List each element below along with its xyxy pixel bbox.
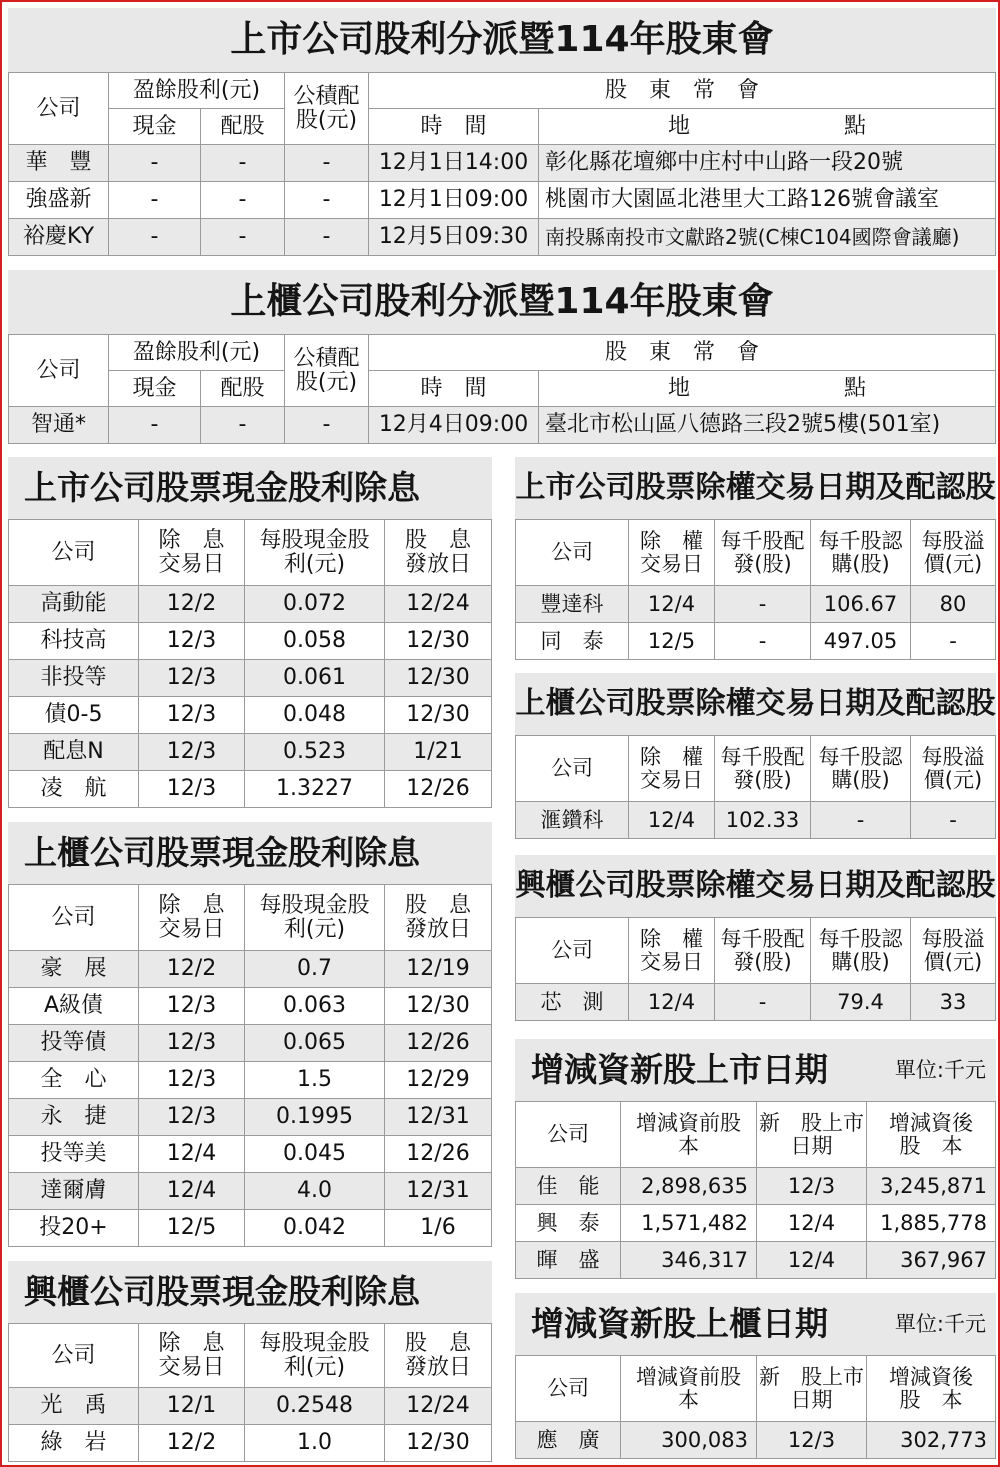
section-title: 興櫃公司股票現金股利除息 [8,1261,492,1323]
header-time: 時 間 [369,109,539,145]
header-company: 公司 [516,520,629,586]
company-cell: 投等美 [9,1136,139,1173]
header-ex-rights-date: 除 權交易日 [629,520,715,586]
date-cell: 12/2 [139,1425,245,1462]
table-row [9,734,492,771]
date-cell: 12/4 [139,1136,245,1173]
cash-cell: 0.065 [245,1025,385,1062]
header-subscription: 每千股認購(股) [811,736,911,802]
header-allocation: 每千股配發(股) [715,736,811,802]
header-surplus: 盈餘股利(元) [109,335,285,371]
section-title: 上櫃公司股票現金股利除息 [8,822,492,884]
meeting-table [8,334,996,444]
pay-cell: 12/30 [385,660,492,697]
rights-table [515,917,996,1021]
company-cell: 凌 航 [9,771,139,808]
cash-dividend-table [8,1323,492,1462]
company-cell: 芯 測 [516,984,629,1021]
header-pay-date: 股 息發放日 [385,1324,492,1388]
list-date-cell: 12/3 [757,1168,867,1205]
capital-cell: - [285,145,369,182]
header-company: 公司 [516,1356,621,1422]
header-place: 地 點 [539,371,996,407]
pay-cell: 1/21 [385,734,492,771]
otc-dividend-meeting-section [8,270,996,444]
cash-cell: 0.2548 [245,1388,385,1425]
cash-dividend-table [8,884,492,1247]
header-listing-date: 新 股上市日期 [757,1356,867,1422]
date-cell: 12/4 [629,802,715,839]
cash-cell: 0.072 [245,586,385,623]
header-place: 地 點 [539,109,996,145]
stock-cell: - [201,182,285,219]
pay-cell: 12/31 [385,1099,492,1136]
table-row [9,1210,492,1247]
table-row [9,1062,492,1099]
emerging-rights-section [515,855,996,1027]
company-cell: 高動能 [9,586,139,623]
header-company: 公司 [516,918,629,984]
header-cash-dividend: 每股現金股利(元) [245,1324,385,1388]
date-cell: 12/3 [139,660,245,697]
stock-cell: - [201,145,285,182]
table-row [9,771,492,808]
company-cell: 綠 岩 [9,1425,139,1462]
header-company: 公司 [9,73,109,145]
section-title: 上櫃公司股利分派暨114年股東會 [8,270,996,334]
company-cell: 強盛新 [9,182,109,219]
place-cell: 彰化縣花壇鄉中庄村中山路一段20號 [539,145,996,182]
sub-cell: 79.4 [811,984,911,1021]
company-cell: 華 豐 [9,145,109,182]
before-cell: 1,571,482 [621,1205,757,1242]
header-meeting: 股 東 常 會 [369,73,996,109]
cash-cell: 0.063 [245,988,385,1025]
table-row [516,1205,996,1242]
company-cell: 全 心 [9,1062,139,1099]
section-title: 上市公司股票除權交易日期及配認股 [515,457,996,519]
pay-cell: 12/30 [385,623,492,660]
pay-cell: 12/30 [385,697,492,734]
pay-cell: 1/6 [385,1210,492,1247]
company-cell: 豪 展 [9,951,139,988]
company-cell: 投20+ [9,1210,139,1247]
company-cell: 科技高 [9,623,139,660]
header-allocation: 每千股配發(股) [715,918,811,984]
header-company: 公司 [9,335,109,407]
company-cell: 達爾膚 [9,1173,139,1210]
listed-rights-section [515,457,996,661]
header-ex-date: 除 息交易日 [139,885,245,951]
section-title: 上櫃公司股票除權交易日期及配認股 [515,673,996,735]
date-cell: 12/3 [139,1025,245,1062]
company-cell: 興 泰 [516,1205,621,1242]
company-cell: 債0-5 [9,697,139,734]
table-row [9,988,492,1025]
time-cell: 12月1日14:00 [369,145,539,182]
cash-cell: 0.042 [245,1210,385,1247]
header-listing-date: 新 股上市日期 [757,1102,867,1168]
place-cell: 南投縣南投市文獻路2號(C棟C104國際會議廳) [539,219,996,256]
table-row [9,951,492,988]
company-cell: 暉 盛 [516,1242,621,1279]
table-row [9,1099,492,1136]
cash-cell: 0.061 [245,660,385,697]
header-meeting: 股 東 常 會 [369,335,996,371]
time-cell: 12月1日09:00 [369,182,539,219]
pay-cell: 12/31 [385,1173,492,1210]
date-cell: 12/3 [139,771,245,808]
table-row [516,623,996,660]
premium-cell: - [911,623,996,660]
section-title: 增減資新股上櫃日期 [515,1293,996,1355]
alloc-cell: - [715,623,811,660]
table-row [9,219,996,256]
company-cell: 投等債 [9,1025,139,1062]
header-capital-after: 增減資後股 本 [867,1102,996,1168]
header-capital: 公積配股(元) [285,335,369,407]
pay-cell: 12/26 [385,1025,492,1062]
unit-label: 單位:千元 [894,1312,986,1336]
section-title: 上市公司股票現金股利除息 [8,457,492,519]
header-pay-date: 股 息發放日 [385,520,492,586]
date-cell: 12/5 [629,623,715,660]
listed-dividend-meeting-section [8,8,996,258]
premium-cell: - [911,802,996,839]
cash-cell: 0.058 [245,623,385,660]
pay-cell: 12/30 [385,1425,492,1462]
time-cell: 12月5日09:30 [369,219,539,256]
cash-cell: - [109,182,201,219]
sub-cell: 106.67 [811,586,911,623]
after-cell: 302,773 [867,1422,996,1459]
header-premium: 每股溢價(元) [911,736,996,802]
cash-cell: 1.0 [245,1425,385,1462]
header-ex-date: 除 息交易日 [139,1324,245,1388]
cash-cell: 0.7 [245,951,385,988]
after-cell: 1,885,778 [867,1205,996,1242]
listed-capital-change-section [515,1039,996,1281]
table-row [516,1242,996,1279]
header-capital-before: 增減資前股 本 [621,1356,757,1422]
pay-cell: 12/24 [385,586,492,623]
after-cell: 3,245,871 [867,1168,996,1205]
sub-cell: 497.05 [811,623,911,660]
table-row [9,660,492,697]
cash-cell: 1.5 [245,1062,385,1099]
cash-cell: 0.523 [245,734,385,771]
table-row [516,802,996,839]
premium-cell: 80 [911,586,996,623]
table-row [9,182,996,219]
company-cell: A級債 [9,988,139,1025]
rights-table [515,735,996,839]
cash-cell: 4.0 [245,1173,385,1210]
sub-cell: - [811,802,911,839]
company-cell: 智通* [9,407,109,444]
before-cell: 346,317 [621,1242,757,1279]
header-pay-date: 股 息發放日 [385,885,492,951]
table-row [516,1422,996,1459]
table-row [9,586,492,623]
date-cell: 12/1 [139,1388,245,1425]
after-cell: 367,967 [867,1242,996,1279]
header-company: 公司 [9,885,139,951]
header-capital: 公積配股(元) [285,73,369,145]
table-row [9,145,996,182]
capital-cell: - [285,219,369,256]
before-cell: 2,898,635 [621,1168,757,1205]
table-row [9,623,492,660]
cash-cell: - [109,145,201,182]
header-capital-after: 增減資後股 本 [867,1356,996,1422]
date-cell: 12/3 [139,1062,245,1099]
rights-table [515,519,996,660]
company-cell: 同 泰 [516,623,629,660]
premium-cell: 33 [911,984,996,1021]
place-cell: 桃園市大園區北港里大工路126號會議室 [539,182,996,219]
header-company: 公司 [9,1324,139,1388]
header-cash: 現金 [109,371,201,407]
header-cash-dividend: 每股現金股利(元) [245,885,385,951]
date-cell: 12/4 [629,984,715,1021]
otc-capital-change-section [515,1293,996,1463]
stock-cell: - [201,407,285,444]
meeting-table [8,72,996,256]
cash-cell: 0.048 [245,697,385,734]
company-cell: 永 捷 [9,1099,139,1136]
cash-cell: 0.1995 [245,1099,385,1136]
header-premium: 每股溢價(元) [911,918,996,984]
header-cash: 現金 [109,109,201,145]
header-company: 公司 [516,736,629,802]
before-cell: 300,083 [621,1422,757,1459]
header-surplus: 盈餘股利(元) [109,73,285,109]
capital-cell: - [285,182,369,219]
table-row [9,1425,492,1462]
header-premium: 每股溢價(元) [911,520,996,586]
date-cell: 12/5 [139,1210,245,1247]
list-date-cell: 12/3 [757,1422,867,1459]
stock-cell: - [201,219,285,256]
cash-cell: - [109,219,201,256]
alloc-cell: 102.33 [715,802,811,839]
date-cell: 12/3 [139,697,245,734]
header-ex-rights-date: 除 權交易日 [629,918,715,984]
table-row [516,984,996,1021]
date-cell: 12/3 [139,988,245,1025]
company-cell: 裕慶KY [9,219,109,256]
cash-dividend-table [8,519,492,808]
unit-label: 單位:千元 [894,1058,986,1082]
capital-change-table [515,1101,996,1279]
pay-cell: 12/19 [385,951,492,988]
otc-rights-section [515,673,996,843]
date-cell: 12/4 [139,1173,245,1210]
cash-cell: 1.3227 [245,771,385,808]
section-title: 興櫃公司股票除權交易日期及配認股 [515,855,996,917]
pay-cell: 12/26 [385,771,492,808]
cash-cell: 0.045 [245,1136,385,1173]
alloc-cell: - [715,984,811,1021]
section-title: 上市公司股利分派暨114年股東會 [8,8,996,72]
header-stock: 配股 [201,371,285,407]
company-cell: 滙鑽科 [516,802,629,839]
capital-cell: - [285,407,369,444]
table-row [516,586,996,623]
place-cell: 臺北市松山區八德路三段2號5樓(501室) [539,407,996,444]
listed-cash-dividend-section [8,457,492,809]
header-ex-rights-date: 除 權交易日 [629,736,715,802]
capital-change-table [515,1355,996,1459]
company-cell: 佳 能 [516,1168,621,1205]
emerging-cash-dividend-section [8,1261,492,1463]
date-cell: 12/4 [629,586,715,623]
table-row [516,1168,996,1205]
company-cell: 配息N [9,734,139,771]
company-cell: 光 禹 [9,1388,139,1425]
header-company: 公司 [516,1102,621,1168]
time-cell: 12月4日09:00 [369,407,539,444]
pay-cell: 12/24 [385,1388,492,1425]
list-date-cell: 12/4 [757,1242,867,1279]
header-ex-date: 除 息交易日 [139,520,245,586]
table-row [9,697,492,734]
date-cell: 12/3 [139,623,245,660]
date-cell: 12/3 [139,734,245,771]
company-cell: 應 廣 [516,1422,621,1459]
company-cell: 非投等 [9,660,139,697]
table-row [9,407,996,444]
company-cell: 豐達科 [516,586,629,623]
date-cell: 12/2 [139,951,245,988]
pay-cell: 12/30 [385,988,492,1025]
section-title: 增減資新股上市日期 [515,1039,996,1101]
table-row [9,1025,492,1062]
table-row [9,1136,492,1173]
header-cash-dividend: 每股現金股利(元) [245,520,385,586]
header-allocation: 每千股配發(股) [715,520,811,586]
date-cell: 12/2 [139,586,245,623]
header-stock: 配股 [201,109,285,145]
alloc-cell: - [715,586,811,623]
header-capital-before: 增減資前股 本 [621,1102,757,1168]
table-row [9,1173,492,1210]
header-time: 時 間 [369,371,539,407]
table-row [9,1388,492,1425]
date-cell: 12/3 [139,1099,245,1136]
pay-cell: 12/26 [385,1136,492,1173]
list-date-cell: 12/4 [757,1205,867,1242]
otc-cash-dividend-section [8,822,492,1248]
header-subscription: 每千股認購(股) [811,918,911,984]
pay-cell: 12/29 [385,1062,492,1099]
header-company: 公司 [9,520,139,586]
header-subscription: 每千股認購(股) [811,520,911,586]
cash-cell: - [109,407,201,444]
